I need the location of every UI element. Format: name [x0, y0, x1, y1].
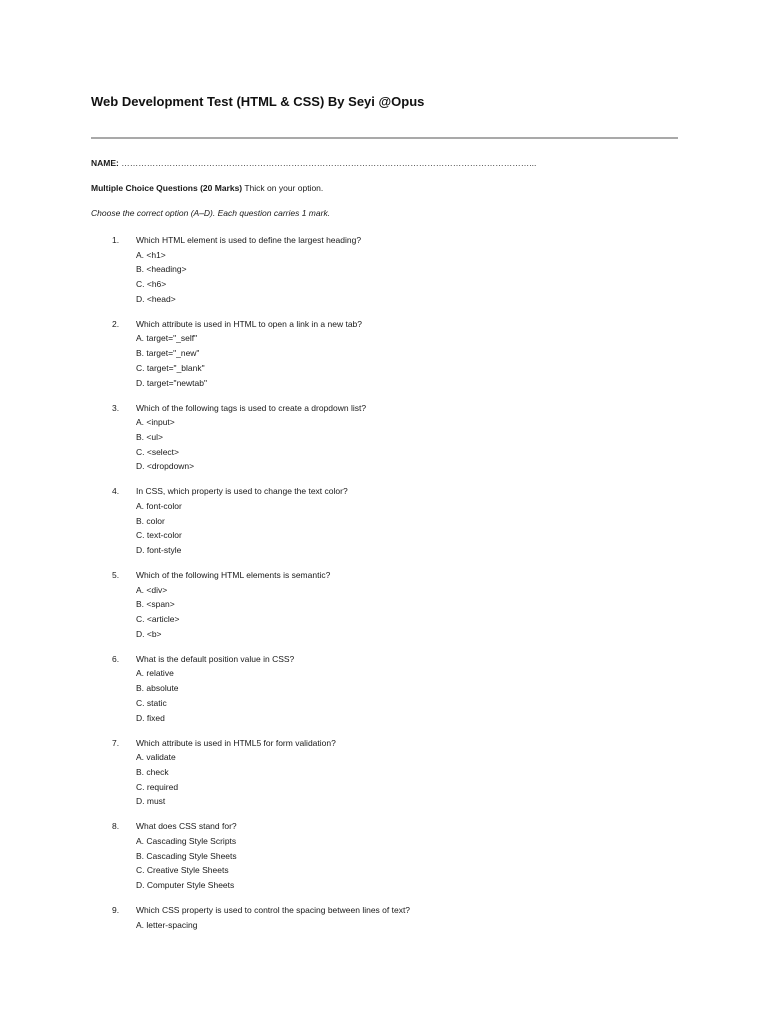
answer-option[interactable]: D. <dropdown> — [136, 461, 195, 472]
question-text: Which of the following tags is used to create a dropdown list? — [136, 402, 367, 413]
answer-option[interactable]: B. target="_new" — [136, 348, 200, 359]
question-item — [0, 317, 768, 401]
answer-option[interactable]: C. target="_blank" — [136, 362, 205, 373]
answer-option[interactable]: D. font-style — [136, 545, 182, 556]
answer-option[interactable]: A. <div> — [136, 584, 168, 595]
question-item — [0, 568, 768, 652]
answer-option[interactable]: C. static — [136, 697, 167, 708]
question-item — [0, 903, 768, 987]
question-text: What is the default position value in CSS? — [136, 653, 295, 664]
answer-option[interactable]: B. <span> — [136, 599, 175, 610]
instructions: Choose the correct option (A–D). Each question carries 1 mark. — [91, 208, 331, 218]
name-blank: ………………………………………………………………………………………………………………………………... — [121, 158, 537, 168]
answer-option[interactable]: A. letter-spacing — [136, 919, 198, 930]
question-item — [0, 736, 768, 820]
answer-option[interactable]: D. target="newtab" — [136, 377, 208, 388]
answer-option[interactable]: D. fixed — [136, 712, 165, 723]
question-number: 4. — [112, 486, 120, 497]
question-text: In CSS, which property is used to change the text color? — [136, 486, 348, 497]
option-list — [136, 918, 197, 933]
option-list — [136, 415, 194, 474]
answer-option[interactable]: B. Cascading Style Sheets — [136, 850, 237, 861]
answer-option[interactable]: A. font-color — [136, 500, 182, 511]
question-number: 2. — [112, 318, 120, 329]
section-note: Thick on your option. — [244, 183, 324, 193]
section-heading — [91, 183, 323, 193]
answer-option[interactable]: D. must — [136, 796, 166, 807]
question-text: Which of the following HTML elements is semantic? — [136, 570, 331, 580]
page-title: Web Development Test (HTML & CSS) By Seyi @Opus — [91, 94, 425, 109]
question-list — [0, 233, 768, 987]
question-text: What does CSS stand for? — [136, 821, 237, 832]
question-item — [0, 484, 768, 568]
question-item — [0, 233, 768, 317]
answer-option[interactable]: B. absolute — [136, 683, 179, 694]
question-number: 7. — [112, 737, 120, 748]
question-number: 3. — [112, 402, 120, 413]
question-text: Which attribute is used in HTML5 for form validation? — [136, 737, 336, 748]
name-label: NAME: — [91, 158, 119, 168]
answer-option[interactable]: C. required — [136, 781, 179, 792]
answer-option[interactable]: B. check — [136, 766, 169, 777]
answer-option[interactable]: A. relative — [136, 668, 174, 679]
answer-option[interactable]: B. <ul> — [136, 431, 163, 442]
title-divider — [91, 137, 678, 139]
question-item — [0, 401, 768, 485]
question-item — [0, 819, 768, 903]
question-item — [0, 652, 768, 736]
question-number: 6. — [112, 653, 120, 664]
option-list — [136, 331, 207, 390]
section-label: Multiple Choice Questions (20 Marks) — [91, 183, 243, 193]
question-number: 9. — [112, 905, 120, 915]
answer-option[interactable]: D. <b> — [136, 628, 162, 639]
answer-option[interactable]: C. text-color — [136, 530, 182, 541]
answer-option[interactable]: C. <select> — [136, 446, 179, 457]
answer-option[interactable]: C. <h6> — [136, 279, 167, 290]
option-list — [136, 499, 182, 558]
answer-option[interactable]: A. <input> — [136, 417, 175, 428]
question-text: Which CSS property is used to control the spacing between lines of text? — [136, 905, 411, 915]
option-list — [136, 750, 178, 809]
option-list — [136, 666, 179, 725]
answer-option[interactable]: B. <heading> — [136, 264, 187, 275]
answer-option[interactable]: D. <head> — [136, 293, 176, 304]
question-number: 5. — [112, 570, 120, 580]
option-list — [136, 834, 237, 893]
answer-option[interactable]: C. <article> — [136, 614, 180, 625]
answer-option[interactable]: B. color — [136, 515, 165, 526]
question-number: 8. — [112, 821, 120, 832]
question-number: 1. — [112, 235, 120, 245]
answer-option[interactable]: A. validate — [136, 752, 176, 763]
answer-option[interactable]: A. Cascading Style Scripts — [136, 835, 237, 846]
option-list — [136, 248, 187, 307]
question-text: Which HTML element is used to define the largest heading? — [136, 235, 362, 245]
option-list — [136, 583, 179, 642]
answer-option[interactable]: C. Creative Style Sheets — [136, 865, 229, 876]
answer-option[interactable]: A. target="_self" — [136, 333, 198, 344]
question-text: Which attribute is used in HTML to open a link in a new tab? — [136, 318, 362, 329]
name-field — [91, 158, 536, 168]
answer-option[interactable]: D. Computer Style Sheets — [136, 880, 235, 891]
answer-option[interactable]: A. <h1> — [136, 249, 166, 260]
